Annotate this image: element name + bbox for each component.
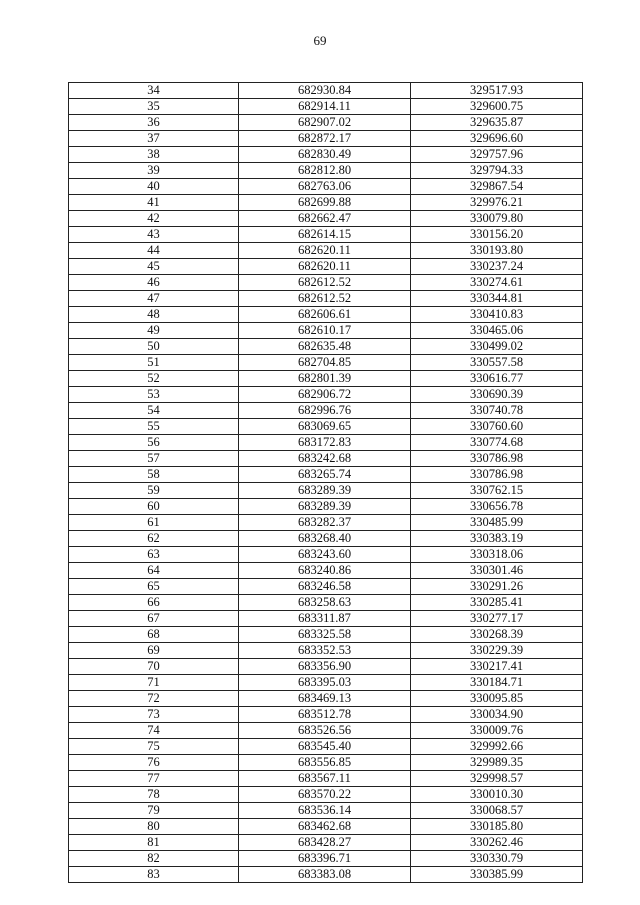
x-coordinate-cell: 683325.58 <box>239 627 411 643</box>
x-coordinate-cell: 682704.85 <box>239 355 411 371</box>
table-row <box>69 163 583 179</box>
y-coordinate-cell: 330274.61 <box>411 275 583 291</box>
y-coordinate-cell: 330690.39 <box>411 387 583 403</box>
table-row <box>69 515 583 531</box>
point-number-cell: 60 <box>69 499 239 515</box>
table-row <box>69 131 583 147</box>
table-row <box>69 867 583 883</box>
y-coordinate-cell: 330184.71 <box>411 675 583 691</box>
table-row <box>69 627 583 643</box>
x-coordinate-cell: 683242.68 <box>239 451 411 467</box>
x-coordinate-cell: 682612.52 <box>239 291 411 307</box>
point-number-cell: 54 <box>69 403 239 419</box>
point-number-cell: 61 <box>69 515 239 531</box>
table-row <box>69 195 583 211</box>
y-coordinate-cell: 329989.35 <box>411 755 583 771</box>
table-row <box>69 403 583 419</box>
y-coordinate-cell: 329757.96 <box>411 147 583 163</box>
y-coordinate-cell: 330344.81 <box>411 291 583 307</box>
point-number-cell: 68 <box>69 627 239 643</box>
point-number-cell: 48 <box>69 307 239 323</box>
x-coordinate-cell: 683069.65 <box>239 419 411 435</box>
y-coordinate-cell: 329976.21 <box>411 195 583 211</box>
y-coordinate-cell: 330079.80 <box>411 211 583 227</box>
x-coordinate-cell: 683428.27 <box>239 835 411 851</box>
x-coordinate-cell: 683282.37 <box>239 515 411 531</box>
y-coordinate-cell: 330656.78 <box>411 499 583 515</box>
point-number-cell: 77 <box>69 771 239 787</box>
table-row <box>69 707 583 723</box>
point-number-cell: 74 <box>69 723 239 739</box>
table-row <box>69 307 583 323</box>
x-coordinate-cell: 682996.76 <box>239 403 411 419</box>
point-number-cell: 66 <box>69 595 239 611</box>
point-number-cell: 70 <box>69 659 239 675</box>
x-coordinate-cell: 682872.17 <box>239 131 411 147</box>
y-coordinate-cell: 330262.46 <box>411 835 583 851</box>
table-row <box>69 739 583 755</box>
x-coordinate-cell: 682906.72 <box>239 387 411 403</box>
table-row <box>69 467 583 483</box>
y-coordinate-cell: 330277.17 <box>411 611 583 627</box>
y-coordinate-cell: 330499.02 <box>411 339 583 355</box>
point-number-cell: 82 <box>69 851 239 867</box>
point-number-cell: 75 <box>69 739 239 755</box>
coordinates-table-body <box>69 83 583 883</box>
x-coordinate-cell: 683311.87 <box>239 611 411 627</box>
y-coordinate-cell: 330095.85 <box>411 691 583 707</box>
point-number-cell: 59 <box>69 483 239 499</box>
table-row <box>69 291 583 307</box>
table-row <box>69 435 583 451</box>
y-coordinate-cell: 330740.78 <box>411 403 583 419</box>
point-number-cell: 36 <box>69 115 239 131</box>
x-coordinate-cell: 682801.39 <box>239 371 411 387</box>
table-row <box>69 803 583 819</box>
table-row <box>69 227 583 243</box>
table-row <box>69 115 583 131</box>
point-number-cell: 44 <box>69 243 239 259</box>
y-coordinate-cell: 329794.33 <box>411 163 583 179</box>
coordinates-table <box>68 82 583 883</box>
point-number-cell: 34 <box>69 83 239 99</box>
y-coordinate-cell: 330485.99 <box>411 515 583 531</box>
table-row <box>69 691 583 707</box>
point-number-cell: 50 <box>69 339 239 355</box>
point-number-cell: 67 <box>69 611 239 627</box>
x-coordinate-cell: 682812.80 <box>239 163 411 179</box>
point-number-cell: 45 <box>69 259 239 275</box>
table-row <box>69 755 583 771</box>
y-coordinate-cell: 330318.06 <box>411 547 583 563</box>
table-row <box>69 723 583 739</box>
point-number-cell: 56 <box>69 435 239 451</box>
point-number-cell: 80 <box>69 819 239 835</box>
x-coordinate-cell: 682620.11 <box>239 259 411 275</box>
point-number-cell: 76 <box>69 755 239 771</box>
x-coordinate-cell: 682907.02 <box>239 115 411 131</box>
point-number-cell: 47 <box>69 291 239 307</box>
table-row <box>69 547 583 563</box>
point-number-cell: 42 <box>69 211 239 227</box>
x-coordinate-cell: 683536.14 <box>239 803 411 819</box>
x-coordinate-cell: 683526.56 <box>239 723 411 739</box>
table-row <box>69 83 583 99</box>
y-coordinate-cell: 330330.79 <box>411 851 583 867</box>
table-row <box>69 275 583 291</box>
point-number-cell: 78 <box>69 787 239 803</box>
point-number-cell: 81 <box>69 835 239 851</box>
x-coordinate-cell: 682610.17 <box>239 323 411 339</box>
y-coordinate-cell: 329867.54 <box>411 179 583 195</box>
y-coordinate-cell: 330217.41 <box>411 659 583 675</box>
point-number-cell: 43 <box>69 227 239 243</box>
point-number-cell: 35 <box>69 99 239 115</box>
y-coordinate-cell: 330465.06 <box>411 323 583 339</box>
point-number-cell: 55 <box>69 419 239 435</box>
y-coordinate-cell: 330786.98 <box>411 451 583 467</box>
y-coordinate-cell: 330156.20 <box>411 227 583 243</box>
x-coordinate-cell: 682914.11 <box>239 99 411 115</box>
table-row <box>69 387 583 403</box>
table-row <box>69 323 583 339</box>
table-row <box>69 355 583 371</box>
point-number-cell: 49 <box>69 323 239 339</box>
y-coordinate-cell: 330291.26 <box>411 579 583 595</box>
point-number-cell: 64 <box>69 563 239 579</box>
table-row <box>69 147 583 163</box>
point-number-cell: 46 <box>69 275 239 291</box>
x-coordinate-cell: 683545.40 <box>239 739 411 755</box>
y-coordinate-cell: 329600.75 <box>411 99 583 115</box>
table-row <box>69 531 583 547</box>
y-coordinate-cell: 330034.90 <box>411 707 583 723</box>
y-coordinate-cell: 330762.15 <box>411 483 583 499</box>
point-number-cell: 51 <box>69 355 239 371</box>
x-coordinate-cell: 683469.13 <box>239 691 411 707</box>
table-row <box>69 99 583 115</box>
y-coordinate-cell: 330786.98 <box>411 467 583 483</box>
y-coordinate-cell: 330237.24 <box>411 259 583 275</box>
point-number-cell: 41 <box>69 195 239 211</box>
x-coordinate-cell: 683243.60 <box>239 547 411 563</box>
point-number-cell: 83 <box>69 867 239 883</box>
point-number-cell: 57 <box>69 451 239 467</box>
table-row <box>69 787 583 803</box>
table-row <box>69 659 583 675</box>
x-coordinate-cell: 683352.53 <box>239 643 411 659</box>
table-row <box>69 259 583 275</box>
x-coordinate-cell: 683556.85 <box>239 755 411 771</box>
x-coordinate-cell: 683289.39 <box>239 499 411 515</box>
table-row <box>69 419 583 435</box>
y-coordinate-cell: 330383.19 <box>411 531 583 547</box>
x-coordinate-cell: 682662.47 <box>239 211 411 227</box>
x-coordinate-cell: 682830.49 <box>239 147 411 163</box>
point-number-cell: 71 <box>69 675 239 691</box>
table-row <box>69 499 583 515</box>
x-coordinate-cell: 683395.03 <box>239 675 411 691</box>
x-coordinate-cell: 683383.08 <box>239 867 411 883</box>
point-number-cell: 52 <box>69 371 239 387</box>
table-row <box>69 483 583 499</box>
y-coordinate-cell: 330185.80 <box>411 819 583 835</box>
y-coordinate-cell: 329517.93 <box>411 83 583 99</box>
table-row <box>69 179 583 195</box>
x-coordinate-cell: 682635.48 <box>239 339 411 355</box>
point-number-cell: 69 <box>69 643 239 659</box>
x-coordinate-cell: 683289.39 <box>239 483 411 499</box>
y-coordinate-cell: 330009.76 <box>411 723 583 739</box>
y-coordinate-cell: 330385.99 <box>411 867 583 883</box>
table-row <box>69 835 583 851</box>
x-coordinate-cell: 683567.11 <box>239 771 411 787</box>
y-coordinate-cell: 330410.83 <box>411 307 583 323</box>
point-number-cell: 37 <box>69 131 239 147</box>
x-coordinate-cell: 682620.11 <box>239 243 411 259</box>
point-number-cell: 63 <box>69 547 239 563</box>
x-coordinate-cell: 683512.78 <box>239 707 411 723</box>
x-coordinate-cell: 683172.83 <box>239 435 411 451</box>
y-coordinate-cell: 330301.46 <box>411 563 583 579</box>
y-coordinate-cell: 330010.30 <box>411 787 583 803</box>
y-coordinate-cell: 330616.77 <box>411 371 583 387</box>
table-row <box>69 819 583 835</box>
table-row <box>69 611 583 627</box>
point-number-cell: 39 <box>69 163 239 179</box>
table-row <box>69 451 583 467</box>
x-coordinate-cell: 683462.68 <box>239 819 411 835</box>
y-coordinate-cell: 330268.39 <box>411 627 583 643</box>
x-coordinate-cell: 682606.61 <box>239 307 411 323</box>
table-row <box>69 339 583 355</box>
x-coordinate-cell: 683258.63 <box>239 595 411 611</box>
point-number-cell: 58 <box>69 467 239 483</box>
table-row <box>69 675 583 691</box>
y-coordinate-cell: 329992.66 <box>411 739 583 755</box>
x-coordinate-cell: 683265.74 <box>239 467 411 483</box>
table-row <box>69 563 583 579</box>
x-coordinate-cell: 683396.71 <box>239 851 411 867</box>
page-number: 69 <box>313 33 327 48</box>
x-coordinate-cell: 682699.88 <box>239 195 411 211</box>
x-coordinate-cell: 683268.40 <box>239 531 411 547</box>
y-coordinate-cell: 330229.39 <box>411 643 583 659</box>
x-coordinate-cell: 682930.84 <box>239 83 411 99</box>
table-row <box>69 771 583 787</box>
point-number-cell: 79 <box>69 803 239 819</box>
x-coordinate-cell: 683356.90 <box>239 659 411 675</box>
point-number-cell: 40 <box>69 179 239 195</box>
point-number-cell: 53 <box>69 387 239 403</box>
y-coordinate-cell: 330193.80 <box>411 243 583 259</box>
y-coordinate-cell: 330285.41 <box>411 595 583 611</box>
y-coordinate-cell: 329998.57 <box>411 771 583 787</box>
x-coordinate-cell: 682614.15 <box>239 227 411 243</box>
point-number-cell: 73 <box>69 707 239 723</box>
table-row <box>69 851 583 867</box>
table-row <box>69 243 583 259</box>
y-coordinate-cell: 330557.58 <box>411 355 583 371</box>
point-number-cell: 72 <box>69 691 239 707</box>
table-row <box>69 371 583 387</box>
x-coordinate-cell: 682612.52 <box>239 275 411 291</box>
table-row <box>69 579 583 595</box>
table-row <box>69 211 583 227</box>
y-coordinate-cell: 330774.68 <box>411 435 583 451</box>
x-coordinate-cell: 682763.06 <box>239 179 411 195</box>
x-coordinate-cell: 683570.22 <box>239 787 411 803</box>
y-coordinate-cell: 329635.87 <box>411 115 583 131</box>
point-number-cell: 65 <box>69 579 239 595</box>
x-coordinate-cell: 683240.86 <box>239 563 411 579</box>
y-coordinate-cell: 329696.60 <box>411 131 583 147</box>
y-coordinate-cell: 330760.60 <box>411 419 583 435</box>
point-number-cell: 38 <box>69 147 239 163</box>
table-row <box>69 643 583 659</box>
table-row <box>69 595 583 611</box>
y-coordinate-cell: 330068.57 <box>411 803 583 819</box>
x-coordinate-cell: 683246.58 <box>239 579 411 595</box>
point-number-cell: 62 <box>69 531 239 547</box>
